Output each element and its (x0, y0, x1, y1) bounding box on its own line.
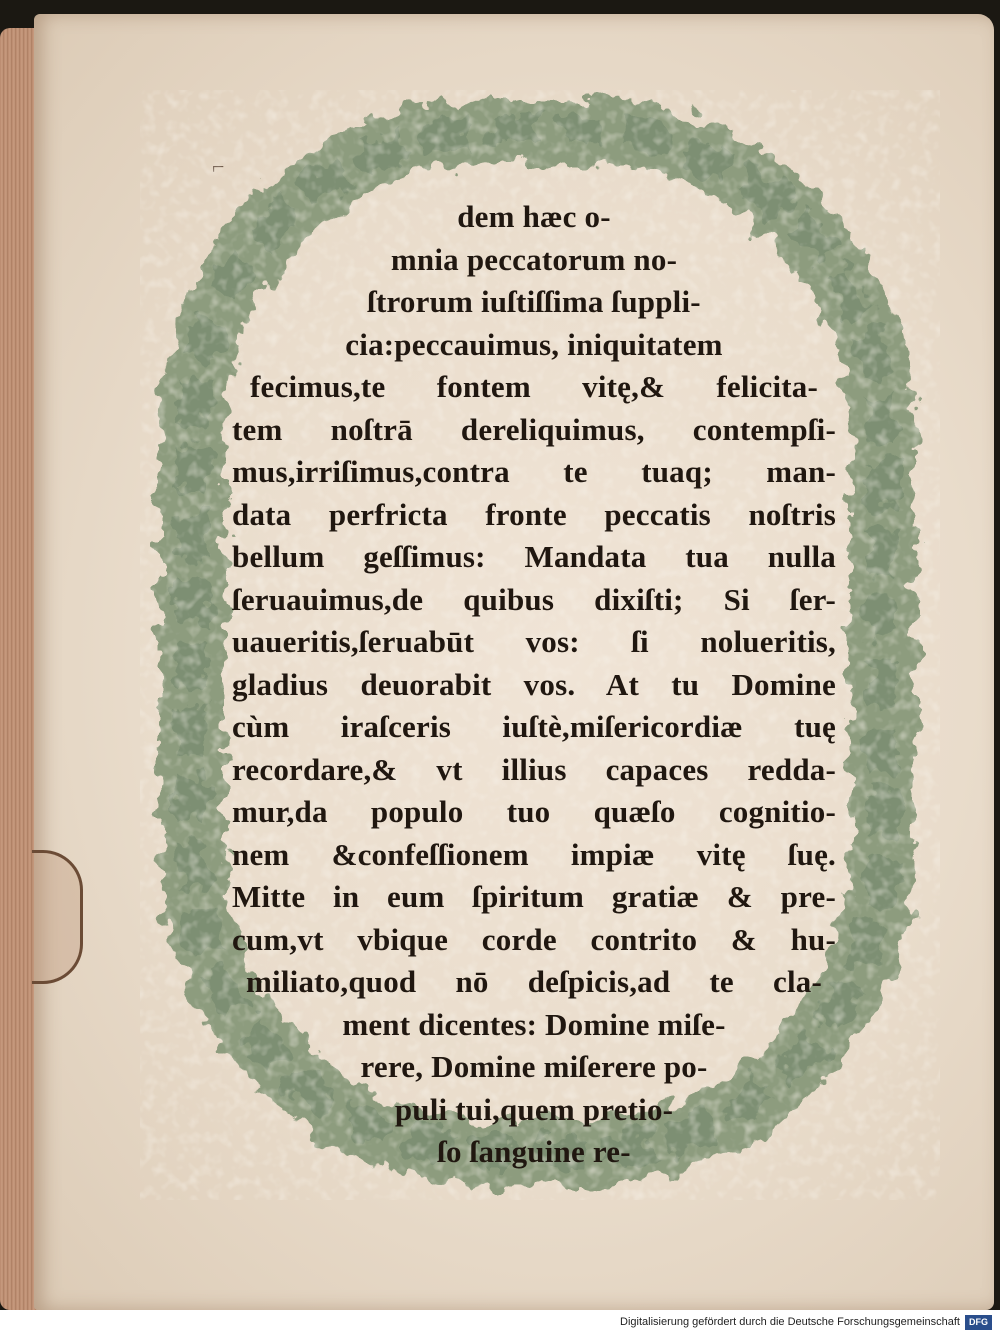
digitization-footer (0, 1310, 1000, 1336)
text-line: uaueritis,ſeruabūt vos: ſi nolueritis, (232, 624, 836, 659)
text-line: recordare,& vt illius capaces redda- (232, 751, 836, 787)
printed-text-block (232, 196, 836, 1174)
text-line: data perfricta fronte peccatis noſtris (232, 496, 836, 532)
text-line: dem hæc o- (457, 199, 611, 234)
text-line: mnia peccatorum no- (390, 241, 678, 277)
text-line: ſeruauimus,de quibus dixiſti; Si ſer- (232, 581, 836, 617)
text-line: cùm iraſceris iuſtè,miſericordiæ tuę (232, 709, 836, 744)
text-line: gladius deuorabit vos. At tu Domine (232, 666, 836, 702)
text-line: rere, Domine miſerere po- (360, 1049, 708, 1084)
text-line: bellum geſſimus: Mandata tua nulla (232, 539, 836, 574)
text-line: fecimus,te fontem vitę,& felicita- (250, 369, 818, 404)
text-line: ment dicentes: Domine miſe- (342, 1006, 726, 1042)
text-line: mur,da populo tuo quæſo cognitio- (232, 794, 836, 829)
dfg-logo: DFG (965, 1315, 992, 1330)
text-line: nem &confeſſionem impiæ vitę ſuę. (232, 836, 836, 872)
text-line: puli tui,quem pretio- (394, 1091, 674, 1127)
text-line: ſtrorum iuſtiſſima ſuppli- (367, 284, 701, 319)
text-line: tem noſtrā dereliquimus, contempſi- (232, 411, 836, 447)
text-line: Mitte in eum ſpiritum gratiæ & pre- (232, 879, 836, 914)
text-line: cum,vt vbique corde contrito & hu- (232, 921, 836, 957)
text-line: mus,irriſimus,contra te tuaq; man- (232, 454, 836, 489)
text-line: ſo ſanguine re- (437, 1134, 631, 1169)
footer-credit: Digitalisierung gefördert durch die Deutsche Forschungsgemeinschaft (620, 1316, 960, 1328)
text-line: cia:peccauimus, iniquitatem (345, 326, 723, 362)
text-line: miliato,quod nō deſpicis,ad te cla- (246, 964, 822, 999)
